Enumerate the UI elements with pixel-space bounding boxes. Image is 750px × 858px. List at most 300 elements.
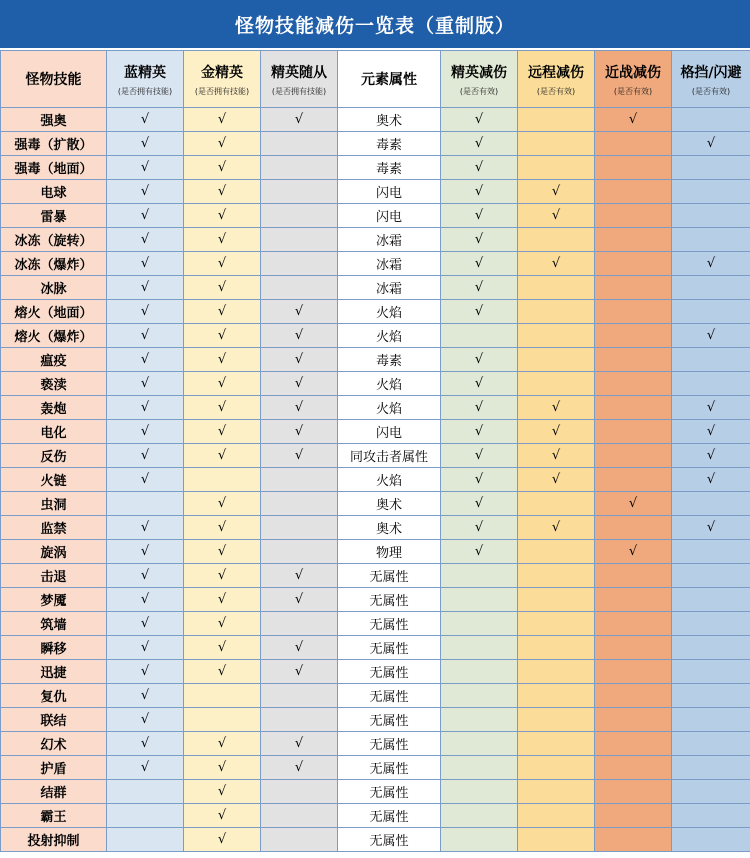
table-row: [1, 612, 750, 636]
element-cell: 毒素: [338, 156, 441, 180]
block-dodge-cell: [672, 780, 750, 804]
block-dodge-cell: [672, 684, 750, 708]
table-row: [1, 468, 750, 492]
ranged-reduction-cell: [518, 348, 595, 372]
page-title: 怪物技能减伤一览表（重制版）: [0, 0, 750, 50]
element-cell: 无属性: [338, 684, 441, 708]
skill-name: 反伤: [1, 444, 107, 468]
blue-elite-cell: [107, 492, 184, 516]
header-blue-elite: 蓝精英 (是否拥有技能): [107, 51, 184, 108]
melee-reduction-cell: [595, 516, 672, 540]
table-row: [1, 204, 750, 228]
ranged-reduction-cell: [518, 372, 595, 396]
skill-name: 幻术: [1, 732, 107, 756]
table-row: [1, 252, 750, 276]
elite-minion-cell: [261, 156, 338, 180]
element-cell: 物理: [338, 540, 441, 564]
table-row: [1, 108, 750, 132]
blue-elite-cell: √: [107, 420, 184, 444]
header-skill: 怪物技能: [1, 51, 107, 108]
gold-elite-cell: √: [184, 108, 261, 132]
elite-minion-cell: [261, 180, 338, 204]
block-dodge-cell: [672, 348, 750, 372]
element-cell: 无属性: [338, 804, 441, 828]
elite-reduction-cell: √: [441, 156, 518, 180]
skill-name: 电球: [1, 180, 107, 204]
skill-name: 冰脉: [1, 276, 107, 300]
table-row: [1, 300, 750, 324]
block-dodge-cell: √: [672, 324, 750, 348]
skill-name: 联结: [1, 708, 107, 732]
table-row: [1, 660, 750, 684]
ranged-reduction-cell: [518, 132, 595, 156]
skill-name: 复仇: [1, 684, 107, 708]
gold-elite-cell: √: [184, 300, 261, 324]
gold-elite-cell: √: [184, 636, 261, 660]
element-cell: 无属性: [338, 708, 441, 732]
melee-reduction-cell: [595, 228, 672, 252]
blue-elite-cell: √: [107, 156, 184, 180]
skill-name: 轰炮: [1, 396, 107, 420]
table-row: [1, 828, 750, 852]
element-cell: 闪电: [338, 420, 441, 444]
table-row: [1, 324, 750, 348]
blue-elite-cell: √: [107, 324, 184, 348]
blue-elite-cell: √: [107, 564, 184, 588]
elite-minion-cell: √: [261, 444, 338, 468]
elite-reduction-cell: √: [441, 108, 518, 132]
table-row: [1, 732, 750, 756]
melee-reduction-cell: [595, 588, 672, 612]
ranged-reduction-cell: [518, 660, 595, 684]
table-row: [1, 564, 750, 588]
gold-elite-cell: √: [184, 396, 261, 420]
melee-reduction-cell: [595, 444, 672, 468]
skill-name: 电化: [1, 420, 107, 444]
element-cell: 冰霜: [338, 252, 441, 276]
melee-reduction-cell: [595, 828, 672, 852]
elite-reduction-cell: √: [441, 228, 518, 252]
skill-name: 旋涡: [1, 540, 107, 564]
block-dodge-cell: [672, 564, 750, 588]
elite-minion-cell: √: [261, 300, 338, 324]
gold-elite-cell: √: [184, 420, 261, 444]
block-dodge-cell: [672, 756, 750, 780]
elite-reduction-cell: √: [441, 492, 518, 516]
header-elite-minion: 精英随从 (是否拥有技能): [261, 51, 338, 108]
elite-minion-cell: [261, 708, 338, 732]
element-cell: 毒素: [338, 348, 441, 372]
ranged-reduction-cell: √: [518, 396, 595, 420]
gold-elite-cell: [184, 708, 261, 732]
element-cell: 无属性: [338, 612, 441, 636]
blue-elite-cell: √: [107, 276, 184, 300]
element-cell: 火焰: [338, 396, 441, 420]
melee-reduction-cell: [595, 468, 672, 492]
skill-name: 迅捷: [1, 660, 107, 684]
table-row: [1, 492, 750, 516]
element-cell: 无属性: [338, 564, 441, 588]
block-dodge-cell: [672, 276, 750, 300]
elite-minion-cell: √: [261, 108, 338, 132]
block-dodge-cell: [672, 588, 750, 612]
element-cell: 无属性: [338, 780, 441, 804]
elite-reduction-cell: √: [441, 396, 518, 420]
table-row: [1, 540, 750, 564]
ranged-reduction-cell: [518, 828, 595, 852]
elite-reduction-cell: √: [441, 180, 518, 204]
elite-minion-cell: [261, 204, 338, 228]
melee-reduction-cell: [595, 372, 672, 396]
melee-reduction-cell: [595, 612, 672, 636]
ranged-reduction-cell: √: [518, 420, 595, 444]
ranged-reduction-cell: [518, 612, 595, 636]
elite-minion-cell: √: [261, 732, 338, 756]
elite-minion-cell: √: [261, 420, 338, 444]
skill-table: [0, 50, 750, 852]
skill-name: 虫洞: [1, 492, 107, 516]
elite-minion-cell: √: [261, 396, 338, 420]
elite-reduction-cell: [441, 612, 518, 636]
table-row: [1, 780, 750, 804]
melee-reduction-cell: [595, 180, 672, 204]
gold-elite-cell: √: [184, 252, 261, 276]
elite-minion-cell: [261, 252, 338, 276]
melee-reduction-cell: [595, 420, 672, 444]
table-row: [1, 684, 750, 708]
ranged-reduction-cell: [518, 732, 595, 756]
block-dodge-cell: √: [672, 252, 750, 276]
gold-elite-cell: √: [184, 564, 261, 588]
melee-reduction-cell: [595, 708, 672, 732]
header-ranged-reduction: 远程减伤 (是否有效): [518, 51, 595, 108]
skill-name: 强毒（扩散）: [1, 132, 107, 156]
table-row: [1, 348, 750, 372]
skill-name: 监禁: [1, 516, 107, 540]
elite-minion-cell: [261, 684, 338, 708]
block-dodge-cell: √: [672, 468, 750, 492]
skill-name: 强奥: [1, 108, 107, 132]
element-cell: 闪电: [338, 204, 441, 228]
elite-minion-cell: [261, 804, 338, 828]
table-row: [1, 420, 750, 444]
elite-reduction-cell: [441, 660, 518, 684]
elite-reduction-cell: √: [441, 516, 518, 540]
block-dodge-cell: [672, 180, 750, 204]
gold-elite-cell: √: [184, 780, 261, 804]
block-dodge-cell: [672, 372, 750, 396]
melee-reduction-cell: [595, 564, 672, 588]
gold-elite-cell: [184, 684, 261, 708]
header-melee-reduction: 近战减伤 (是否有效): [595, 51, 672, 108]
gold-elite-cell: √: [184, 276, 261, 300]
element-cell: 无属性: [338, 732, 441, 756]
skill-name: 火链: [1, 468, 107, 492]
block-dodge-cell: [672, 732, 750, 756]
elite-minion-cell: √: [261, 636, 338, 660]
blue-elite-cell: √: [107, 300, 184, 324]
table-row: [1, 636, 750, 660]
melee-reduction-cell: [595, 252, 672, 276]
elite-reduction-cell: √: [441, 372, 518, 396]
element-cell: 闪电: [338, 180, 441, 204]
blue-elite-cell: √: [107, 540, 184, 564]
header-block-dodge: 格挡/闪避 (是否有效): [672, 51, 750, 108]
skill-name: 投射抑制: [1, 828, 107, 852]
table-row: [1, 804, 750, 828]
ranged-reduction-cell: √: [518, 252, 595, 276]
element-cell: 奥术: [338, 492, 441, 516]
header-element: 元素属性: [338, 51, 441, 108]
skill-name: 筑墙: [1, 612, 107, 636]
table-row: [1, 708, 750, 732]
elite-minion-cell: √: [261, 756, 338, 780]
melee-reduction-cell: [595, 636, 672, 660]
skill-name: 雷暴: [1, 204, 107, 228]
skill-name: 瘟疫: [1, 348, 107, 372]
element-cell: 冰霜: [338, 276, 441, 300]
gold-elite-cell: √: [184, 180, 261, 204]
elite-reduction-cell: √: [441, 348, 518, 372]
elite-reduction-cell: [441, 804, 518, 828]
gold-elite-cell: √: [184, 804, 261, 828]
table-header-row: [1, 51, 750, 108]
ranged-reduction-cell: [518, 540, 595, 564]
ranged-reduction-cell: [518, 636, 595, 660]
elite-reduction-cell: [441, 588, 518, 612]
element-cell: 无属性: [338, 828, 441, 852]
skill-name: 梦魇: [1, 588, 107, 612]
gold-elite-cell: √: [184, 204, 261, 228]
melee-reduction-cell: [595, 276, 672, 300]
melee-reduction-cell: √: [595, 492, 672, 516]
skill-name: 击退: [1, 564, 107, 588]
melee-reduction-cell: [595, 396, 672, 420]
gold-elite-cell: [184, 468, 261, 492]
skill-name: 霸王: [1, 804, 107, 828]
element-cell: 奥术: [338, 108, 441, 132]
table-row: [1, 276, 750, 300]
elite-reduction-cell: [441, 636, 518, 660]
block-dodge-cell: [672, 228, 750, 252]
skill-name: 护盾: [1, 756, 107, 780]
gold-elite-cell: √: [184, 516, 261, 540]
blue-elite-cell: √: [107, 108, 184, 132]
ranged-reduction-cell: [518, 492, 595, 516]
melee-reduction-cell: [595, 684, 672, 708]
elite-reduction-cell: [441, 828, 518, 852]
ranged-reduction-cell: [518, 564, 595, 588]
table-row: [1, 372, 750, 396]
elite-reduction-cell: [441, 564, 518, 588]
blue-elite-cell: √: [107, 468, 184, 492]
blue-elite-cell: √: [107, 180, 184, 204]
blue-elite-cell: √: [107, 708, 184, 732]
ranged-reduction-cell: [518, 780, 595, 804]
element-cell: 无属性: [338, 636, 441, 660]
elite-reduction-cell: [441, 708, 518, 732]
block-dodge-cell: √: [672, 516, 750, 540]
ranged-reduction-cell: [518, 300, 595, 324]
gold-elite-cell: √: [184, 588, 261, 612]
block-dodge-cell: [672, 708, 750, 732]
skill-name: 冰冻（爆炸）: [1, 252, 107, 276]
block-dodge-cell: [672, 492, 750, 516]
elite-minion-cell: [261, 228, 338, 252]
elite-minion-cell: √: [261, 324, 338, 348]
block-dodge-cell: [672, 540, 750, 564]
melee-reduction-cell: [595, 780, 672, 804]
ranged-reduction-cell: [518, 276, 595, 300]
block-dodge-cell: [672, 156, 750, 180]
ranged-reduction-cell: [518, 804, 595, 828]
block-dodge-cell: [672, 612, 750, 636]
skill-name: 冰冻（旋转）: [1, 228, 107, 252]
blue-elite-cell: √: [107, 684, 184, 708]
block-dodge-cell: √: [672, 132, 750, 156]
gold-elite-cell: √: [184, 540, 261, 564]
skill-name: 强毒（地面）: [1, 156, 107, 180]
ranged-reduction-cell: [518, 228, 595, 252]
elite-minion-cell: √: [261, 588, 338, 612]
elite-reduction-cell: √: [441, 252, 518, 276]
gold-elite-cell: √: [184, 324, 261, 348]
elite-reduction-cell: √: [441, 444, 518, 468]
melee-reduction-cell: √: [595, 540, 672, 564]
blue-elite-cell: √: [107, 444, 184, 468]
block-dodge-cell: [672, 636, 750, 660]
blue-elite-cell: √: [107, 588, 184, 612]
element-cell: 奥术: [338, 516, 441, 540]
elite-minion-cell: √: [261, 348, 338, 372]
blue-elite-cell: √: [107, 756, 184, 780]
elite-reduction-cell: [441, 732, 518, 756]
table-row: [1, 132, 750, 156]
elite-minion-cell: [261, 276, 338, 300]
ranged-reduction-cell: [518, 324, 595, 348]
melee-reduction-cell: [595, 756, 672, 780]
ranged-reduction-cell: √: [518, 204, 595, 228]
elite-minion-cell: [261, 492, 338, 516]
blue-elite-cell: √: [107, 252, 184, 276]
elite-minion-cell: √: [261, 660, 338, 684]
melee-reduction-cell: [595, 132, 672, 156]
table-row: [1, 396, 750, 420]
elite-reduction-cell: √: [441, 132, 518, 156]
blue-elite-cell: √: [107, 732, 184, 756]
table-row: [1, 180, 750, 204]
gold-elite-cell: √: [184, 444, 261, 468]
ranged-reduction-cell: [518, 588, 595, 612]
block-dodge-cell: [672, 108, 750, 132]
gold-elite-cell: √: [184, 228, 261, 252]
gold-elite-cell: √: [184, 732, 261, 756]
melee-reduction-cell: [595, 660, 672, 684]
blue-elite-cell: √: [107, 516, 184, 540]
elite-reduction-cell: [441, 324, 518, 348]
blue-elite-cell: √: [107, 204, 184, 228]
skill-name: 熔火（爆炸）: [1, 324, 107, 348]
block-dodge-cell: √: [672, 396, 750, 420]
elite-minion-cell: [261, 132, 338, 156]
table-row: [1, 588, 750, 612]
element-cell: 无属性: [338, 660, 441, 684]
melee-reduction-cell: [595, 324, 672, 348]
table-row: [1, 444, 750, 468]
blue-elite-cell: [107, 828, 184, 852]
ranged-reduction-cell: [518, 684, 595, 708]
blue-elite-cell: √: [107, 372, 184, 396]
blue-elite-cell: [107, 804, 184, 828]
element-cell: 同攻击者属性: [338, 444, 441, 468]
gold-elite-cell: √: [184, 492, 261, 516]
ranged-reduction-cell: √: [518, 444, 595, 468]
skill-name: 结群: [1, 780, 107, 804]
elite-reduction-cell: √: [441, 468, 518, 492]
melee-reduction-cell: √: [595, 108, 672, 132]
table-row: [1, 156, 750, 180]
element-cell: 火焰: [338, 324, 441, 348]
elite-minion-cell: [261, 540, 338, 564]
elite-reduction-cell: √: [441, 204, 518, 228]
blue-elite-cell: [107, 780, 184, 804]
ranged-reduction-cell: √: [518, 516, 595, 540]
elite-reduction-cell: [441, 756, 518, 780]
element-cell: 无属性: [338, 756, 441, 780]
gold-elite-cell: √: [184, 348, 261, 372]
gold-elite-cell: √: [184, 132, 261, 156]
elite-minion-cell: [261, 780, 338, 804]
header-elite-reduction: 精英减伤 (是否有效): [441, 51, 518, 108]
elite-reduction-cell: [441, 684, 518, 708]
header-gold-elite: 金精英 (是否拥有技能): [184, 51, 261, 108]
blue-elite-cell: √: [107, 396, 184, 420]
ranged-reduction-cell: √: [518, 180, 595, 204]
ranged-reduction-cell: [518, 156, 595, 180]
elite-minion-cell: [261, 612, 338, 636]
block-dodge-cell: √: [672, 420, 750, 444]
blue-elite-cell: √: [107, 660, 184, 684]
element-cell: 火焰: [338, 300, 441, 324]
elite-minion-cell: √: [261, 564, 338, 588]
elite-minion-cell: [261, 828, 338, 852]
gold-elite-cell: √: [184, 756, 261, 780]
gold-elite-cell: √: [184, 660, 261, 684]
block-dodge-cell: [672, 660, 750, 684]
element-cell: 火焰: [338, 372, 441, 396]
skill-name: 亵渎: [1, 372, 107, 396]
melee-reduction-cell: [595, 156, 672, 180]
melee-reduction-cell: [595, 204, 672, 228]
block-dodge-cell: √: [672, 444, 750, 468]
table-row: [1, 756, 750, 780]
table-row: [1, 228, 750, 252]
melee-reduction-cell: [595, 804, 672, 828]
skill-name: 瞬移: [1, 636, 107, 660]
element-cell: 火焰: [338, 468, 441, 492]
gold-elite-cell: √: [184, 156, 261, 180]
elite-minion-cell: √: [261, 372, 338, 396]
elite-reduction-cell: [441, 780, 518, 804]
elite-minion-cell: [261, 516, 338, 540]
element-cell: 毒素: [338, 132, 441, 156]
block-dodge-cell: [672, 828, 750, 852]
ranged-reduction-cell: √: [518, 468, 595, 492]
table-row: [1, 516, 750, 540]
elite-reduction-cell: √: [441, 420, 518, 444]
element-cell: 无属性: [338, 588, 441, 612]
melee-reduction-cell: [595, 348, 672, 372]
